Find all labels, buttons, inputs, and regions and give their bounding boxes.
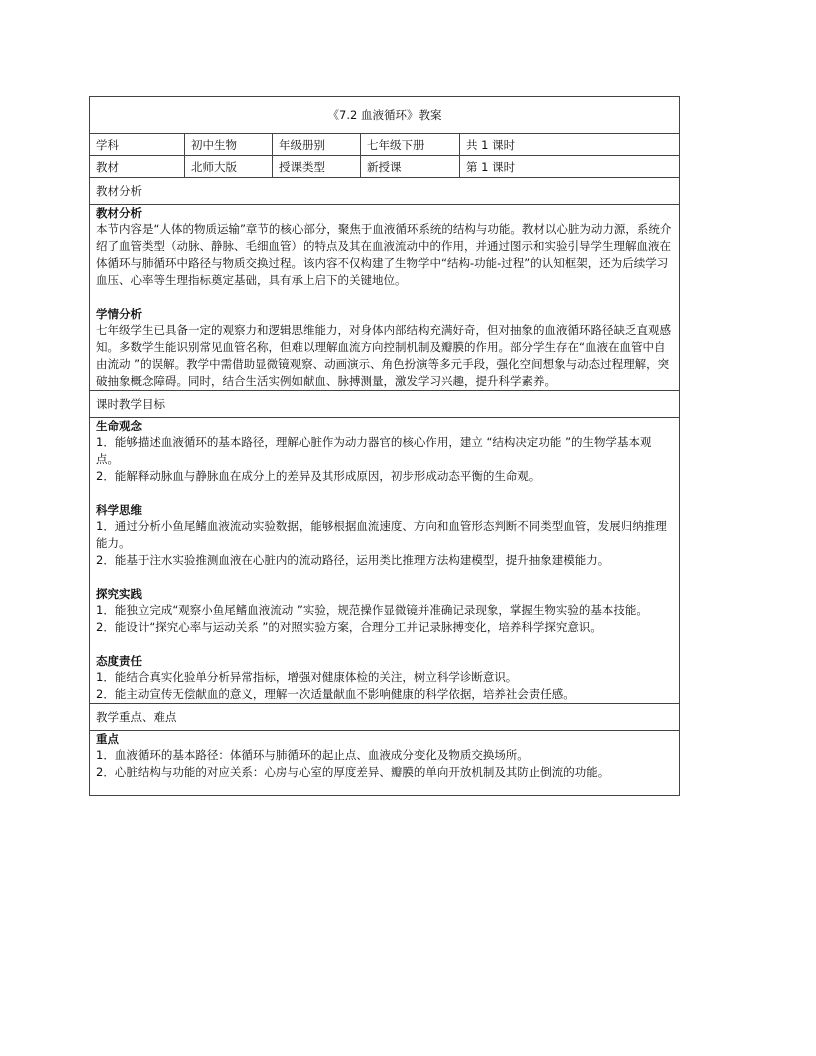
paragraph-students: 七年级学生已具备一定的观察力和逻辑思维能力，对身体内部结构充满好奇，但对抽象的血液循环路径缺乏直观感知。多数学生能识别常见血管名称，但难以理解血流方向控制机制及瓣膜的作用。部分学生存在“血液在血管中自由流动 ”的误解。教学中需借助显微镜观察、动画演示、角色扮演等多元手段，强化空间想象与动态过程理解，突破抽象概念障碍。同时，结合生活实例如献血、脉搏测量，激发学习兴趣，提升科学素养。 <box>96 323 671 388</box>
objective-item: 2．能设计“探究心率与运动关系 ”的对照实验方案，合理分工并记录脉搏变化，培养科学探究意识。 <box>96 620 602 634</box>
section-body-keypoints <box>90 731 680 796</box>
info-cell: 学科 <box>90 134 185 156</box>
lesson-plan-page <box>89 96 679 796</box>
objective-item: 2．能基于注水实验推测血液在心脏内的流动路径，运用类比推理方法构建模型，提升抽象建模能力。 <box>96 553 610 567</box>
info-cell: 年级册别 <box>273 134 361 156</box>
info-cell: 教材 <box>90 156 185 178</box>
info-cell: 共 1 课时 <box>460 134 680 156</box>
keypoint-item: 2．心脏结构与功能的对应关系：心房与心室的厚度差异、瓣膜的单向开放机制及其防止倒流的功能。 <box>96 765 610 779</box>
info-cell: 北师大版 <box>185 156 273 178</box>
subheading-scientific-thinking: 科学思维 <box>96 503 142 517</box>
objective-item: 1．能够描述血液循环的基本路径，理解心脏作为动力器官的核心作用，建立 “结构决定功能 ”的生物学基本观点。 <box>96 435 652 466</box>
info-row-1 <box>90 134 680 156</box>
paragraph-textbook: 本节内容是“人体的物质运输”章节的核心部分，聚焦于血液循环系统的结构与功能。教材以心脏为动力源，系统介绍了血管类型（动脉、静脉、毛细血管）的特点及其在血液流动中的作用，并通过图示和实验引导学生理解血液在体循环与肺循环中路径与物质交换过程。该内容不仅构建了生物学中“结构-功能-过程”的认知框架，还为后续学习血压、心率等生理指标奠定基础，具有承上启下的关键地位。 <box>96 222 672 287</box>
info-cell: 七年级下册 <box>361 134 460 156</box>
objective-item: 1．通过分析小鱼尾鳍血液流动实验数据，能够根据血流速度、方向和血管形态判断不同类型血管，发展归纳推理能力。 <box>96 519 667 550</box>
section-body-analysis <box>90 205 680 391</box>
section-heading-objectives: 课时教学目标 <box>90 391 680 418</box>
objective-item: 1．能独立完成“观察小鱼尾鳍血液流动 ”实验，规范操作显微镜并准确记录现象，掌握生物实验的基本技能。 <box>96 603 648 617</box>
subheading-life-concept: 生命观念 <box>96 419 142 433</box>
section-heading-analysis: 教材分析 <box>90 178 680 205</box>
info-row-2 <box>90 156 680 178</box>
objective-item: 2．能解释动脉血与静脉血在成分上的差异及其形成原因，初步形成动态平衡的生命观。 <box>96 469 541 483</box>
objective-item: 2．能主动宣传无偿献血的意义，理解一次适量献血不影响健康的科学依据，培养社会责任感。 <box>96 687 575 701</box>
subheading-students: 学情分析 <box>96 307 142 321</box>
section-body-objectives <box>90 418 680 704</box>
objective-item: 1．能结合真实化验单分析异常指标，增强对健康体检的关注，树立科学诊断意识。 <box>96 670 518 684</box>
section-heading-keypoints: 教学重点、难点 <box>90 704 680 731</box>
subheading-inquiry-practice: 探究实践 <box>96 587 142 601</box>
lesson-plan-table <box>89 96 680 796</box>
subheading-attitude-responsibility: 态度责任 <box>96 654 142 668</box>
info-cell: 初中生物 <box>185 134 273 156</box>
info-cell: 第 1 课时 <box>460 156 680 178</box>
document-title: 《7.2 血液循环》教案 <box>90 97 680 134</box>
info-cell: 授课类型 <box>273 156 361 178</box>
subheading-key-points: 重点 <box>96 732 119 746</box>
keypoint-item: 1．血液循环的基本路径：体循环与肺循环的起止点、血液成分变化及物质交换场所。 <box>96 748 529 762</box>
info-cell: 新授课 <box>361 156 460 178</box>
subheading-textbook: 教材分析 <box>96 206 142 220</box>
